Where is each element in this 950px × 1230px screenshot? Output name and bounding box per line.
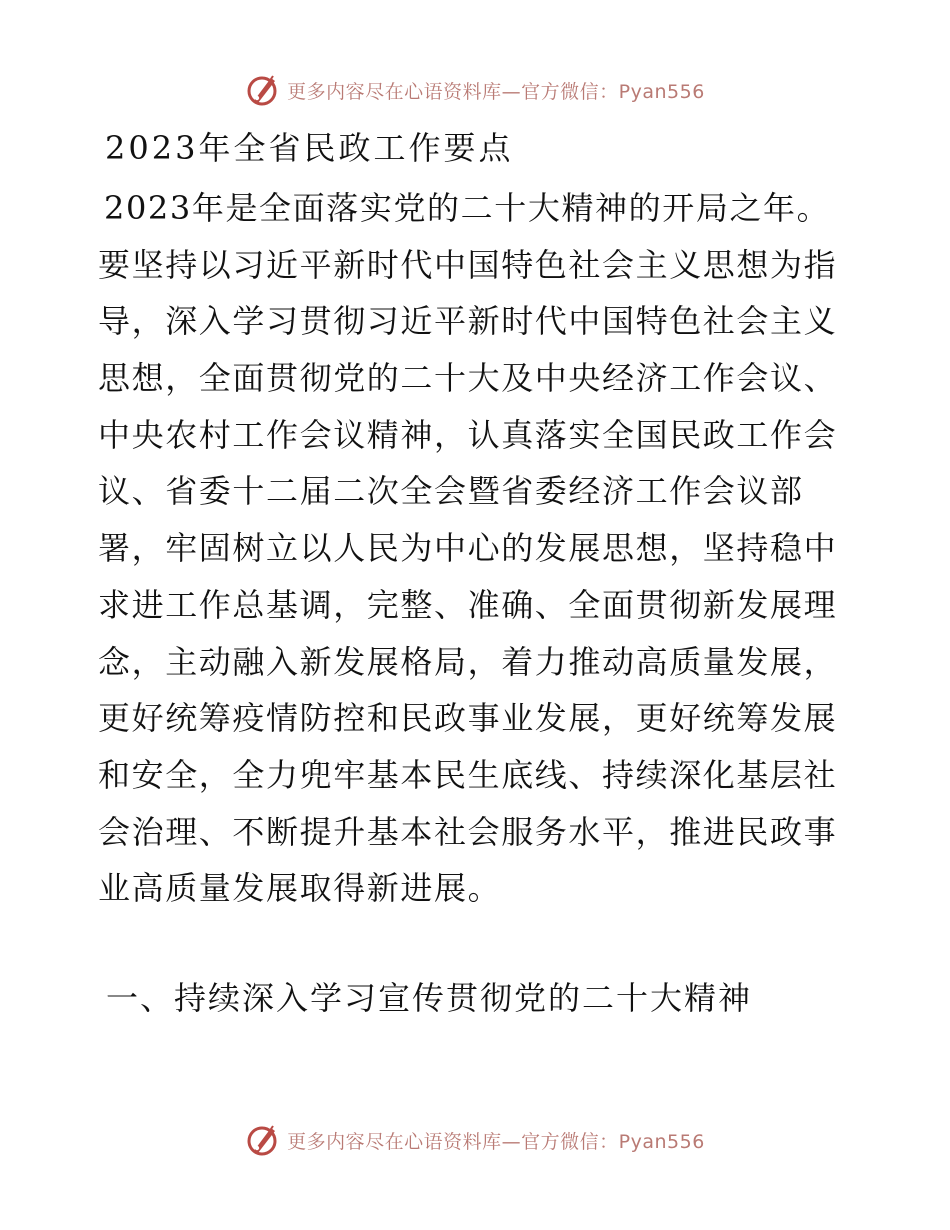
intro-paragraph bbox=[98, 180, 858, 917]
paragraph-line: 念，主动融入新发展格局，着力推动高质量发展， bbox=[98, 642, 838, 681]
paragraph-line: 求进工作总基调，完整、准确、全面贯彻新发展理 bbox=[98, 585, 838, 624]
paragraph-line: 业高质量发展取得新进展。 bbox=[98, 869, 502, 908]
quill-logo-icon bbox=[245, 72, 281, 108]
paragraph-line: 更好统筹疫情防控和民政事业发展，更好统筹发展 bbox=[98, 699, 838, 738]
paragraph-line: 议、省委十二届二次全会暨省委经济工作会议部 bbox=[98, 472, 804, 511]
paragraph-line: 会治理、不断提升基本社会服务水平，推进民政事 bbox=[98, 812, 838, 851]
watermark-banner-top bbox=[0, 70, 950, 110]
quill-logo-icon bbox=[245, 1122, 281, 1158]
paragraph-line: 思想，全面贯彻党的二十大及中央经济工作会议、 bbox=[98, 359, 838, 398]
paragraph-line: 2023年是全面落实党的二十大精神的开局之年。 bbox=[104, 189, 831, 227]
paragraph-line: 和安全，全力兜牢基本民生底线、持续深化基层社 bbox=[98, 755, 838, 794]
section-heading: 一、持续深入学习宣传贯彻党的二十大精神 bbox=[106, 979, 753, 1017]
watermark-content bbox=[245, 72, 705, 108]
paragraph-line: 导，深入学习贯彻习近平新时代中国特色社会主义 bbox=[98, 302, 838, 341]
document-title: 2023年全省民政工作要点 bbox=[105, 129, 514, 167]
paragraph-line: 要坚持以习近平新时代中国特色社会主义思想为指 bbox=[98, 245, 838, 284]
watermark-banner-bottom bbox=[0, 1120, 950, 1160]
watermark-text: 更多内容尽在心语资料库—官方微信：Pyan556 bbox=[287, 80, 705, 103]
watermark-text: 更多内容尽在心语资料库—官方微信：Pyan556 bbox=[287, 1130, 705, 1153]
watermark-content bbox=[245, 1122, 705, 1158]
paragraph-line: 中央农村工作会议精神，认真落实全国民政工作会 bbox=[98, 415, 838, 454]
paragraph-line: 署，牢固树立以人民为中心的发展思想，坚持稳中 bbox=[98, 529, 838, 568]
